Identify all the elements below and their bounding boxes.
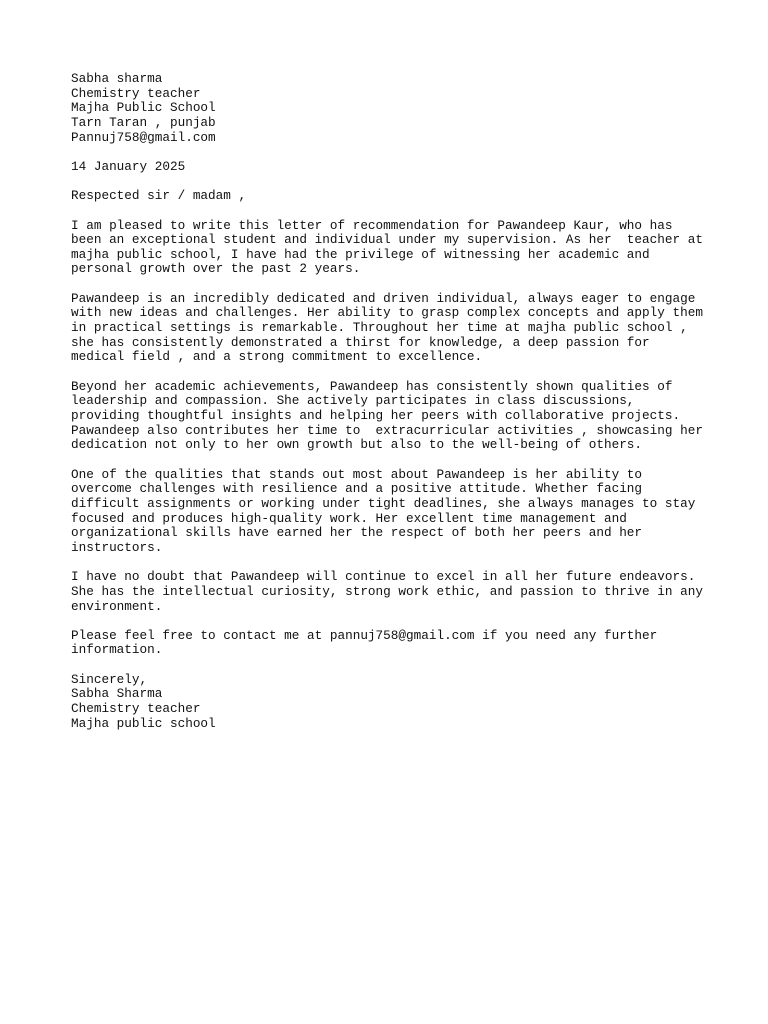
paragraph-line: focused and produces high-quality work. Her excellent time management and — [71, 510, 627, 526]
paragraph-line: overcome challenges with resilience and a positive attitude. Whether facing — [71, 481, 643, 497]
paragraph-dedication — [71, 292, 711, 365]
letter-date: 14 January 2025 — [71, 158, 186, 174]
paragraph-line: in practical settings is remarkable. Throughout her time at majha public school , — [71, 320, 688, 336]
paragraph-line: she has consistently demonstrated a thirst for knowledge, a deep passion for — [71, 334, 650, 350]
paragraph-leadership — [71, 380, 711, 453]
paragraph-line: Please feel free to contact me at pannuj758@gmail.com if you need any further — [71, 627, 658, 643]
paragraph-line: dedication not only to her own growth but also to the well-being of others. — [71, 437, 643, 453]
recommendation-letter — [71, 72, 711, 746]
paragraph-line: She has the intellectual curiosity, strong work ethic, and passion to thrive in any — [71, 583, 703, 599]
sender-address-block — [71, 72, 711, 145]
sender-title: Chemistry teacher — [71, 85, 201, 101]
paragraph-line: Pawandeep is an incredibly dedicated and driven individual, always eager to engage — [71, 290, 696, 306]
salutation: Respected sir / madam , — [71, 188, 247, 204]
closing-signature-block — [71, 673, 711, 732]
paragraph-line: majha public school, I have had the privilege of witnessing her academic and — [71, 246, 650, 262]
paragraph-line: I am pleased to write this letter of recommendation for Pawandeep Kaur, who has — [71, 217, 673, 233]
paragraph-line: instructors. — [71, 539, 163, 555]
paragraph-line: providing thoughtful insights and helping her peers with collaborative projects. — [71, 408, 681, 424]
paragraph-resilience — [71, 468, 711, 556]
sender-school: Majha Public School — [71, 100, 216, 116]
paragraph-line: I have no doubt that Pawandeep will continue to excel in all her future endeavors. — [71, 569, 696, 585]
paragraph-line: organizational skills have earned her the respect of both her peers and her — [71, 525, 643, 541]
paragraph-future — [71, 570, 711, 614]
paragraph-line: been an exceptional student and individual under my supervision. As her teacher at — [71, 232, 703, 248]
signature-school: Majha public school — [71, 715, 216, 731]
paragraph-line: information. — [71, 642, 163, 658]
salutation-block — [71, 189, 711, 204]
date-block — [71, 160, 711, 175]
paragraph-line: Beyond her academic achievements, Pawandeep has consistently shown qualities of — [71, 378, 673, 394]
sender-email: Pannuj758@gmail.com — [71, 129, 216, 145]
signature-title: Chemistry teacher — [71, 701, 201, 717]
sender-name: Sabha sharma — [71, 71, 163, 86]
paragraph-line: personal growth over the past 2 years. — [71, 261, 361, 277]
signature-name: Sabha Sharma — [71, 686, 163, 702]
sender-location: Tarn Taran , punjab — [71, 114, 216, 130]
closing-phrase: Sincerely, — [71, 671, 148, 687]
paragraph-line: with new ideas and challenges. Her ability to grasp complex concepts and apply them — [71, 305, 703, 321]
paragraph-line: environment. — [71, 598, 163, 614]
paragraph-line: medical field , and a strong commitment to excellence. — [71, 349, 483, 365]
paragraph-line: Pawandeep also contributes her time to extracurricular activities , showcasing her — [71, 422, 703, 438]
paragraph-line: One of the qualities that stands out most about Pawandeep is her ability to — [71, 466, 643, 482]
paragraph-contact — [71, 629, 711, 658]
paragraph-introduction — [71, 219, 711, 278]
paragraph-line: difficult assignments or working under tight deadlines, she always manages to stay — [71, 495, 696, 511]
paragraph-line: leadership and compassion. She actively participates in class discussions, — [71, 393, 635, 409]
